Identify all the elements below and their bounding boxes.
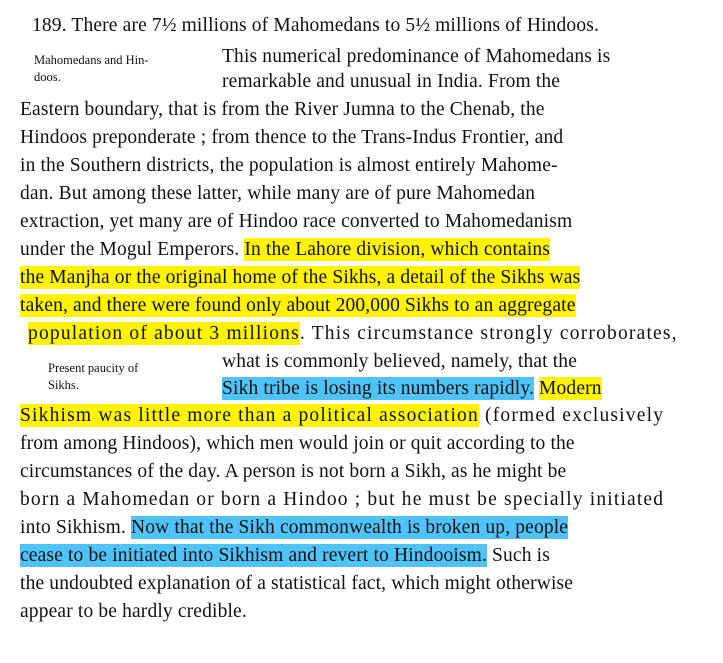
- text-segment: . This circumstance strongly corroborates,: [299, 323, 678, 344]
- yellow-highlight: In the Lahore division, which contains: [244, 239, 551, 260]
- text-line: [20, 210, 572, 234]
- text-segment: 189. There are 7½ millions of Mahomedans to 5½ millions of Hindoos.: [32, 15, 599, 36]
- text-segment: This numerical predominance of Mahomedans is: [222, 46, 611, 67]
- sidenote-line: Mahomedans and Hin-: [34, 53, 149, 67]
- text-line: [20, 238, 550, 262]
- text-line: [20, 98, 545, 122]
- text-segment: remarkable and unusual in India. From the: [222, 71, 561, 92]
- text-segment: the undoubted explanation of a statistical fact, which might otherwise: [20, 573, 574, 594]
- blue-highlight: Sikh tribe is losing its numbers rapidly.: [222, 378, 534, 399]
- text-segment: born a Mahomedan or born a Hindoo ; but he must be specially initiated: [20, 489, 665, 510]
- text-line: [20, 154, 558, 178]
- text-segment: into Sikhism.: [20, 517, 131, 538]
- text-line: [20, 488, 664, 512]
- text-line: [20, 404, 664, 428]
- yellow-highlight: the Manjha or the original home of the Sikhs, a detail of the Sikhs was: [20, 267, 581, 288]
- yellow-highlight: Modern: [539, 378, 602, 399]
- yellow-highlight: taken, and there were found only about 200,000 Sikhs to an aggregate: [20, 295, 576, 316]
- text-segment: what is commonly believed, namely, that the: [222, 351, 578, 372]
- text-line: [28, 322, 678, 346]
- yellow-highlight: population of about 3 millions: [28, 323, 300, 344]
- text-line: [222, 377, 602, 401]
- text-segment: (formed exclusively: [478, 405, 665, 426]
- blue-highlight: Now that the Sikh commonwealth is broken up, people: [131, 517, 569, 538]
- text-segment: in the Southern districts, the population is almost entirely Mahome-: [20, 155, 558, 176]
- text-line: [20, 600, 247, 624]
- text-line: [20, 572, 573, 596]
- text-line: [20, 126, 563, 150]
- text-segment: Eastern boundary, that is from the River Jumna to the Chenab, the: [20, 99, 545, 120]
- text-segment: circumstances of the day. A person is not born a Sikh, as he might be: [20, 461, 567, 482]
- sidenote-present-paucity-of-sikhs: [48, 360, 138, 394]
- text-line: [20, 432, 575, 456]
- text-segment: under the Mogul Emperors.: [20, 239, 245, 260]
- text-segment: appear to be hardly credible.: [20, 601, 247, 622]
- text-line: [20, 182, 535, 206]
- text-line: [222, 70, 560, 94]
- yellow-highlight: Sikhism was little more than a political association: [20, 405, 479, 426]
- text-line: [32, 14, 599, 38]
- text-line: [222, 45, 610, 69]
- text-segment: extraction, yet many are of Hindoo race converted to Mahomedanism: [20, 211, 573, 232]
- sidenote-line: doos.: [34, 70, 61, 84]
- text-segment: from among Hindoos), which men would join or quit according to the: [20, 433, 575, 454]
- text-line: [20, 516, 568, 540]
- text-line: [20, 460, 566, 484]
- text-segment: dan. But among these latter, while many are of pure Mahomedan: [20, 183, 536, 204]
- text-segment: Hindoos preponderate ; from thence to the Trans-Indus Frontier, and: [20, 127, 564, 148]
- sidenote-line: Sikhs.: [48, 378, 79, 392]
- blue-highlight: cease to be initiated into Sikhism and revert to Hindooism.: [20, 545, 488, 566]
- text-line: [20, 544, 550, 568]
- sidenote-mahomedans-and-hindoos: [34, 52, 149, 86]
- sidenote-line: Present paucity of: [48, 361, 139, 375]
- text-line: [20, 294, 576, 318]
- text-segment: Such is: [487, 545, 550, 566]
- text-line: [222, 350, 577, 374]
- text-line: [20, 266, 580, 290]
